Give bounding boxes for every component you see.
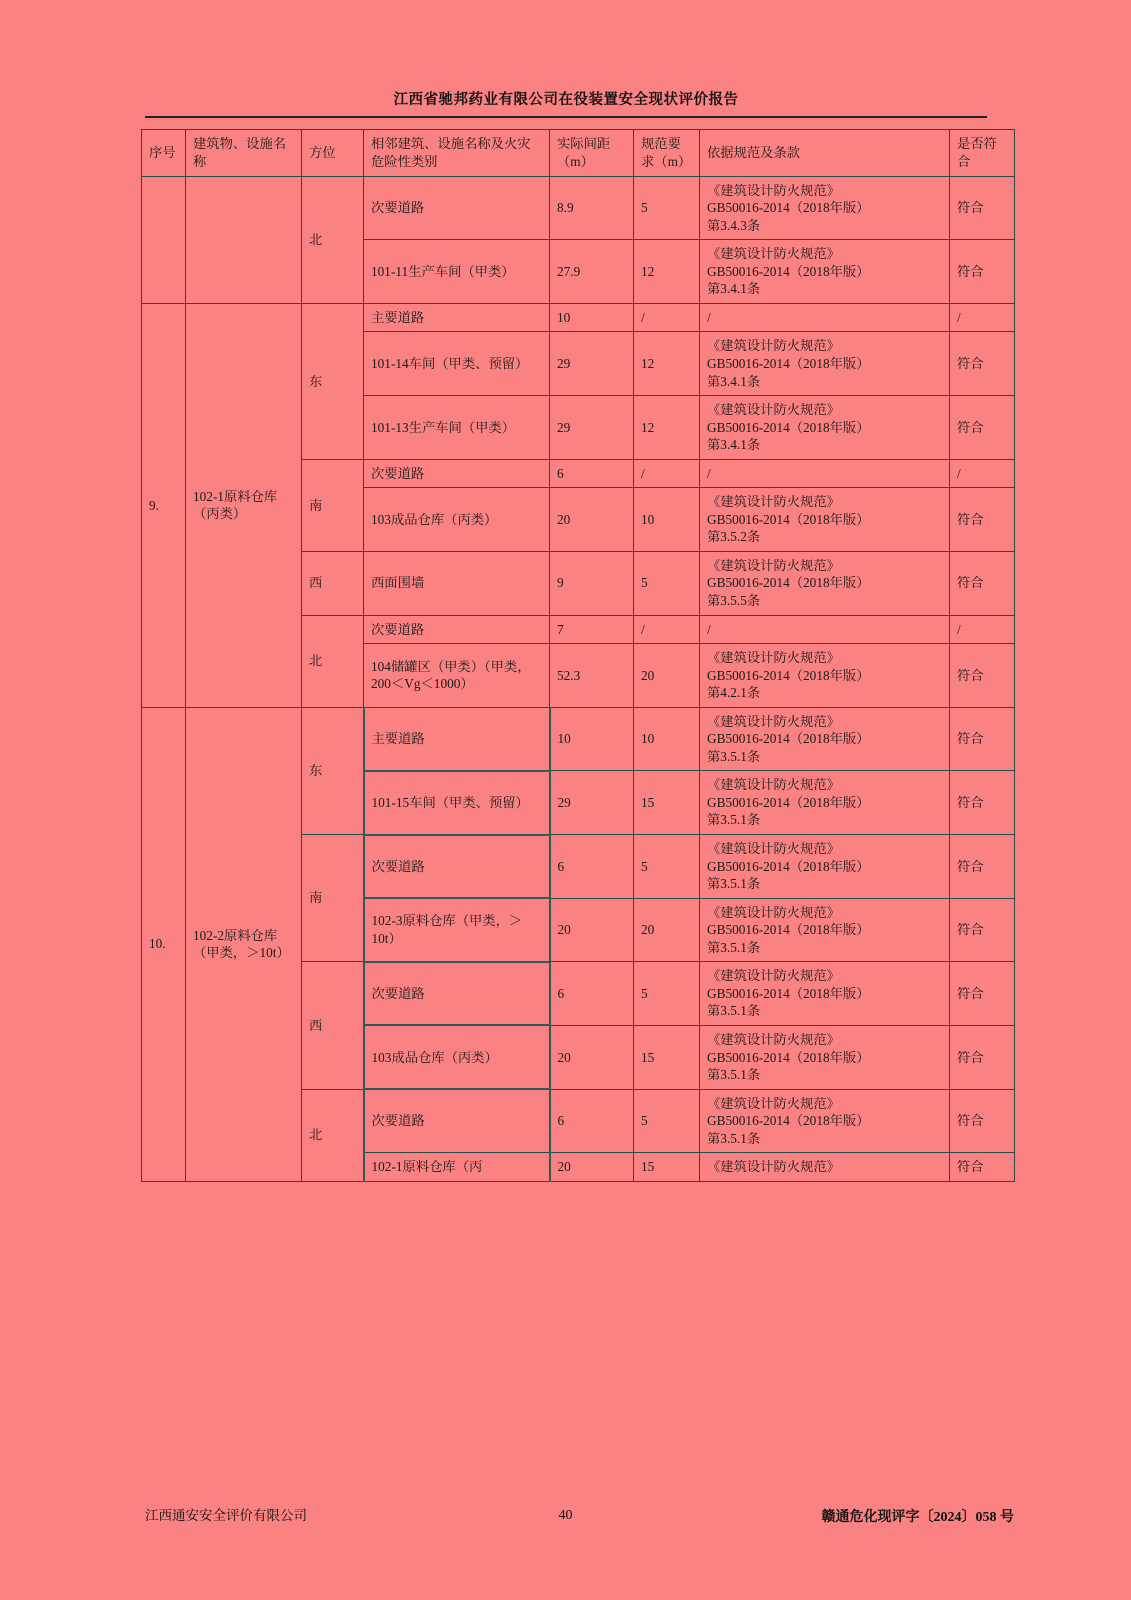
column-header-actual-distance: 实际间距（m） xyxy=(550,130,634,177)
cell-actual: 20 xyxy=(550,488,634,552)
basis-line: 《建筑设计防火规范》 xyxy=(707,968,840,984)
cell-seq: 10. xyxy=(142,707,186,1181)
basis-line: 第3.5.1条 xyxy=(707,1003,761,1019)
table-row xyxy=(142,707,1015,771)
cell-required: 5 xyxy=(634,176,700,240)
basis-line: 《建筑设计防火规范》 xyxy=(707,1031,840,1047)
basis-line: 《建筑设计防火规范》 xyxy=(707,182,840,198)
cell-compliance: 符合 xyxy=(950,1089,1015,1153)
cell-actual: 29 xyxy=(550,771,634,835)
cell-adjacent: 次要道路 xyxy=(364,835,550,899)
column-header-compliance: 是否符合 xyxy=(950,130,1015,177)
cell-actual: 6 xyxy=(550,835,634,899)
cell-required: 5 xyxy=(634,1089,700,1153)
basis-line: GB50016-2014（2018年版） xyxy=(707,200,870,216)
cell-building-name: 102-2原料仓库（甲类，＞10t） xyxy=(186,707,302,1181)
cell-adjacent: 101-13生产车间（甲类） xyxy=(364,396,550,460)
basis-line: GB50016-2014（2018年版） xyxy=(707,419,870,435)
cell-compliance: 符合 xyxy=(950,176,1015,240)
cell-basis: / xyxy=(700,459,950,488)
cell-direction: 西 xyxy=(302,962,364,1089)
basis-line: GB50016-2014（2018年版） xyxy=(707,1049,870,1065)
cell-basis xyxy=(700,1153,950,1182)
column-header-building-name: 建筑物、设施名称 xyxy=(186,130,302,177)
basis-line: 第3.5.1条 xyxy=(707,939,761,955)
cell-adjacent: 103成品仓库（丙类） xyxy=(364,488,550,552)
fire-separation-distance-table xyxy=(141,129,1015,1182)
cell-actual: 20 xyxy=(550,898,634,962)
basis-line: GB50016-2014（2018年版） xyxy=(707,263,870,279)
cell-direction: 南 xyxy=(302,835,364,962)
cell-adjacent: 次要道路 xyxy=(364,962,550,1026)
cell-adjacent: 101-15车间（甲类、预留） xyxy=(364,771,550,835)
basis-line: GB50016-2014（2018年版） xyxy=(707,985,870,1001)
cell-required: 15 xyxy=(634,1025,700,1089)
basis-line: 《建筑设计防火规范》 xyxy=(707,904,840,920)
cell-required: 12 xyxy=(634,240,700,304)
cell-actual: 29 xyxy=(550,332,634,396)
footer-page-number: 40 xyxy=(558,1508,573,1523)
cell-required: / xyxy=(634,303,700,332)
basis-line: GB50016-2014（2018年版） xyxy=(707,511,870,527)
basis-line: 第3.4.1条 xyxy=(707,437,761,453)
cell-basis xyxy=(700,707,950,771)
cell-direction: 东 xyxy=(302,303,364,459)
basis-line: GB50016-2014（2018年版） xyxy=(707,356,870,371)
cell-actual: 20 xyxy=(550,1153,634,1182)
cell-required: 12 xyxy=(634,332,700,396)
cell-required: 5 xyxy=(634,551,700,615)
basis-line: 第3.5.2条 xyxy=(707,529,761,545)
cell-compliance: / xyxy=(950,303,1015,332)
basis-line: 《建筑设计防火规范》 xyxy=(707,1095,840,1111)
column-header-seq: 序号 xyxy=(142,130,186,177)
cell-compliance: 符合 xyxy=(950,551,1015,615)
cell-actual: 9 xyxy=(550,551,634,615)
footer-report-number: 赣通危化现评字〔2024〕058 号 xyxy=(821,1510,1014,1525)
cell-required: 20 xyxy=(634,644,700,708)
cell-adjacent: 次要道路 xyxy=(364,1089,550,1153)
basis-line: GB50016-2014（2018年版） xyxy=(707,858,870,874)
cell-required: 5 xyxy=(634,962,700,1026)
cell-basis: / xyxy=(700,303,950,332)
cell-actual: 8.9 xyxy=(550,176,634,240)
cell-actual: 10 xyxy=(550,303,634,332)
basis-line: 第3.4.1条 xyxy=(707,281,761,297)
basis-line: 第3.5.1条 xyxy=(707,812,761,828)
basis-line: 第3.5.1条 xyxy=(707,876,761,892)
cell-basis xyxy=(700,332,950,396)
column-header-basis: 依据规范及条款 xyxy=(700,130,950,177)
cell-required: 10 xyxy=(634,488,700,552)
cell-basis xyxy=(700,644,950,708)
cell-basis xyxy=(700,396,950,460)
basis-line: 《建筑设计防火规范》 xyxy=(707,557,840,573)
basis-line: 《建筑设计防火规范》 xyxy=(707,338,840,354)
cell-required: / xyxy=(634,615,700,644)
cell-basis: / xyxy=(700,615,950,644)
cell-direction: 东 xyxy=(302,707,364,834)
cell-required: 5 xyxy=(634,835,700,899)
footer-company: 江西通安安全评价有限公司 xyxy=(145,1508,307,1523)
basis-line: 第3.4.1条 xyxy=(707,373,761,389)
cell-compliance: 符合 xyxy=(950,1153,1015,1182)
cell-compliance: / xyxy=(950,615,1015,644)
basis-line: 《建筑设计防火规范》 xyxy=(707,650,840,666)
cell-direction: 北 xyxy=(302,1089,364,1181)
basis-line: 第3.4.3条 xyxy=(707,217,761,233)
basis-line: 《建筑设计防火规范》 xyxy=(707,1159,840,1175)
column-header-required-distance: 规范要求（m） xyxy=(634,130,700,177)
cell-seq: 9. xyxy=(142,303,186,707)
cell-actual: 10 xyxy=(550,707,634,771)
cell-compliance: 符合 xyxy=(950,898,1015,962)
basis-line: GB50016-2014（2018年版） xyxy=(707,575,870,591)
cell-direction: 北 xyxy=(302,615,364,707)
cell-compliance: 符合 xyxy=(950,707,1015,771)
cell-compliance: 符合 xyxy=(950,396,1015,460)
cell-adjacent: 次要道路 xyxy=(364,176,550,240)
basis-line: 第3.5.1条 xyxy=(707,748,761,764)
cell-compliance: 符合 xyxy=(950,488,1015,552)
cell-compliance: 符合 xyxy=(950,644,1015,708)
cell-basis xyxy=(700,1025,950,1089)
cell-basis xyxy=(700,835,950,899)
table-header-row xyxy=(142,130,1015,177)
table-row xyxy=(142,176,1015,240)
basis-line: 《建筑设计防火规范》 xyxy=(707,402,840,418)
cell-adjacent: 西面围墙 xyxy=(364,551,550,615)
cell-basis xyxy=(700,962,950,1026)
cell-adjacent: 102-1原料仓库（丙 xyxy=(364,1153,550,1182)
column-header-direction: 方位 xyxy=(302,130,364,177)
cell-compliance: 符合 xyxy=(950,771,1015,835)
cell-building-name xyxy=(186,176,302,303)
cell-actual: 7 xyxy=(550,615,634,644)
basis-line: 第4.2.1条 xyxy=(707,685,761,701)
basis-line: 第3.5.1条 xyxy=(707,1130,761,1146)
cell-required: / xyxy=(634,459,700,488)
cell-building-name: 102-1原料仓库（丙类） xyxy=(186,303,302,707)
basis-line: 第3.5.1条 xyxy=(707,1067,761,1083)
basis-line: 《建筑设计防火规范》 xyxy=(707,777,840,793)
basis-line: GB50016-2014（2018年版） xyxy=(707,731,870,747)
cell-actual: 20 xyxy=(550,1025,634,1089)
basis-line: 《建筑设计防火规范》 xyxy=(707,841,840,857)
basis-line: GB50016-2014（2018年版） xyxy=(707,667,870,683)
cell-adjacent: 102-3原料仓库（甲类，＞10t） xyxy=(364,898,550,962)
page-header-title: 江西省驰邦药业有限公司在役装置安全现状评价报告 xyxy=(393,92,739,108)
cell-basis xyxy=(700,551,950,615)
cell-adjacent: 101-14车间（甲类、预留） xyxy=(364,332,550,396)
cell-required: 10 xyxy=(634,707,700,771)
cell-actual: 6 xyxy=(550,459,634,488)
cell-direction: 北 xyxy=(302,176,364,303)
cell-required: 15 xyxy=(634,1153,700,1182)
cell-basis xyxy=(700,771,950,835)
cell-basis xyxy=(700,240,950,304)
cell-adjacent: 次要道路 xyxy=(364,459,550,488)
header-divider xyxy=(145,116,987,118)
basis-line: 《建筑设计防火规范》 xyxy=(707,713,840,729)
cell-compliance: 符合 xyxy=(950,240,1015,304)
cell-compliance: 符合 xyxy=(950,835,1015,899)
cell-basis xyxy=(700,488,950,552)
cell-adjacent: 101-11生产车间（甲类） xyxy=(364,240,550,304)
cell-compliance: 符合 xyxy=(950,962,1015,1026)
column-header-adjacent: 相邻建筑、设施名称及火灾危险性类别 xyxy=(364,130,550,177)
cell-compliance: 符合 xyxy=(950,332,1015,396)
cell-seq xyxy=(142,176,186,303)
cell-adjacent: 主要道路 xyxy=(364,303,550,332)
cell-actual: 27.9 xyxy=(550,240,634,304)
cell-actual: 6 xyxy=(550,1089,634,1153)
cell-adjacent: 主要道路 xyxy=(364,707,550,771)
cell-required: 20 xyxy=(634,898,700,962)
basis-line: 《建筑设计防火规范》 xyxy=(707,246,840,262)
cell-compliance: 符合 xyxy=(950,1025,1015,1089)
cell-required: 15 xyxy=(634,771,700,835)
cell-basis xyxy=(700,898,950,962)
cell-required: 12 xyxy=(634,396,700,460)
cell-basis xyxy=(700,1089,950,1153)
basis-line: GB50016-2014（2018年版） xyxy=(707,1113,870,1129)
cell-direction: 西 xyxy=(302,551,364,615)
cell-actual: 29 xyxy=(550,396,634,460)
table-row xyxy=(142,303,1015,332)
basis-line: GB50016-2014（2018年版） xyxy=(707,794,870,810)
basis-line: 《建筑设计防火规范》 xyxy=(707,494,840,510)
basis-line: 第3.5.5条 xyxy=(707,593,761,609)
cell-compliance: / xyxy=(950,459,1015,488)
cell-actual: 52.3 xyxy=(550,644,634,708)
cell-actual: 6 xyxy=(550,962,634,1026)
cell-direction: 南 xyxy=(302,459,364,551)
cell-adjacent: 次要道路 xyxy=(364,615,550,644)
cell-adjacent: 104储罐区（甲类）（甲类，200＜Vg＜1000） xyxy=(364,644,550,708)
cell-basis xyxy=(700,176,950,240)
basis-line: GB50016-2014（2018年版） xyxy=(707,922,870,938)
cell-adjacent: 103成品仓库（丙类） xyxy=(364,1025,550,1089)
